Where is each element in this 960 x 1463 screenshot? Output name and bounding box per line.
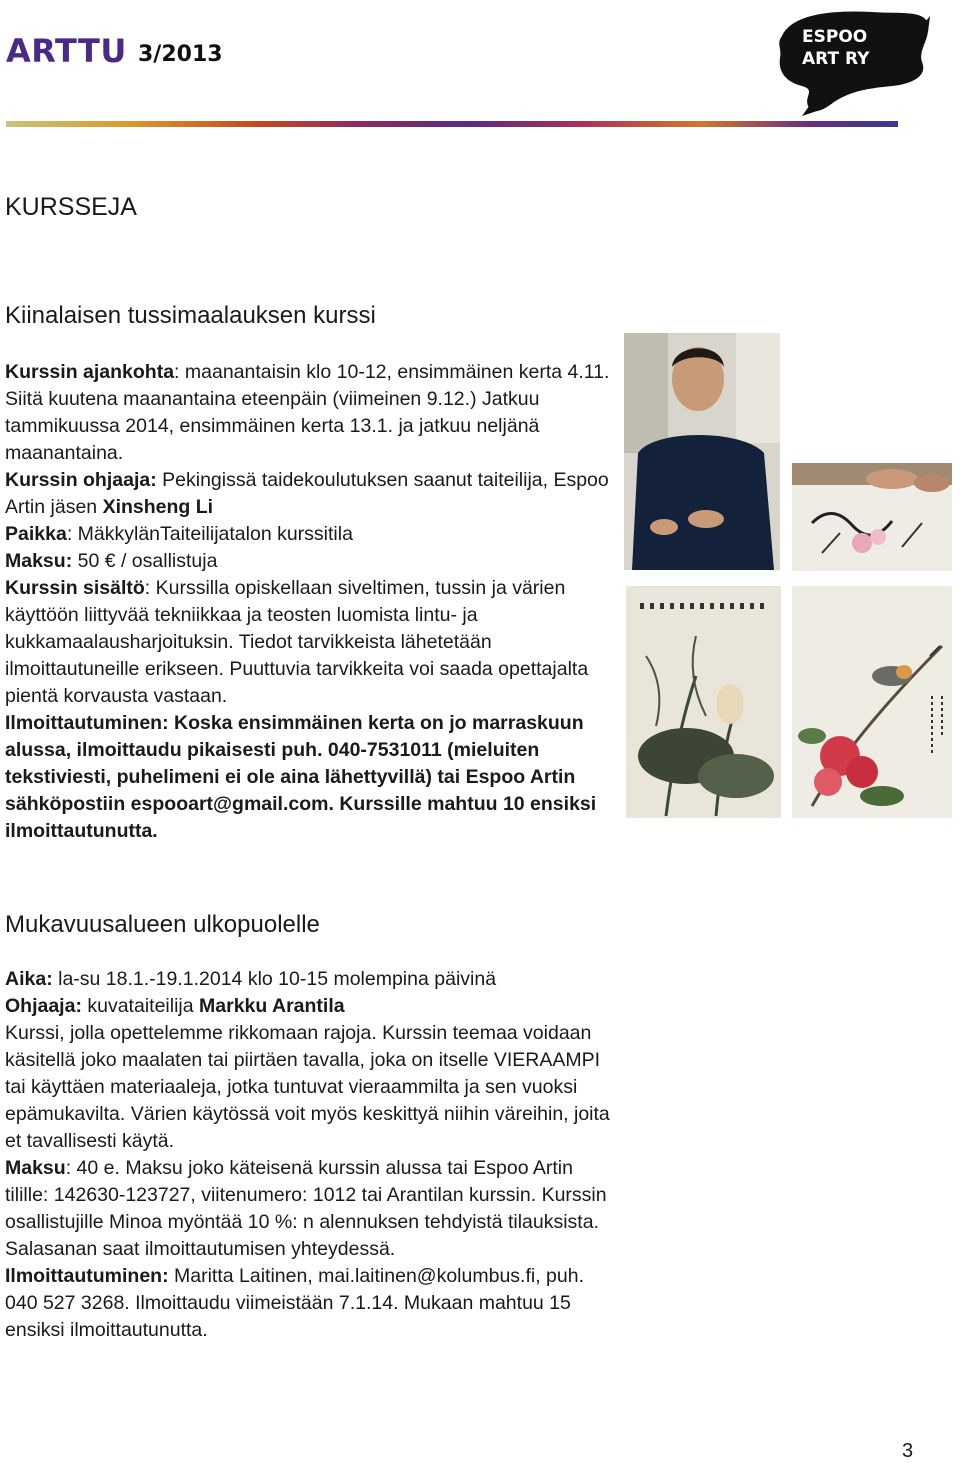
course-place bbox=[5, 521, 611, 548]
course-details bbox=[5, 966, 611, 1344]
bird-painting bbox=[792, 586, 952, 818]
course-title: Kiinalaisen tussimaalauksen kurssi bbox=[5, 302, 376, 329]
issue-number: 3/2013 bbox=[138, 42, 223, 67]
course-details bbox=[5, 359, 611, 845]
course-title: Mukavuusalueen ulkopuolelle bbox=[5, 911, 320, 938]
course-time bbox=[5, 966, 611, 993]
course-time bbox=[5, 359, 611, 467]
course-fee bbox=[5, 1155, 611, 1263]
logo-line-espoo: ESPOO bbox=[802, 27, 868, 47]
course-content bbox=[5, 575, 611, 710]
course-description: Kurssi, jolla opettelemme rikkomaan rajoja. Kurssin teemaa voidaan käsitellä joko maalaten tai piirtäen tavalla, joka on itselle VIERAAMPI tai käyttäen materiaaleja, jotka tuntuvat vieraammilta ja sen vuoksi epämukavilta. Värien käytössä voit myös keskittyä niihin väreihin, joita et tavallisesti käytä. bbox=[5, 1022, 610, 1152]
instructor-photo bbox=[624, 333, 780, 570]
course-registration bbox=[5, 1263, 611, 1344]
course-registration: Ilmoittautuminen: Koska ensimmäinen kerta on jo marraskuun alussa, ilmoittaudu pikaisesti puh. 040-7531011 (mieluiten tekstiviesti, puhelimeni ei ole aina lähettyvillä) tai Espoo Artin sähköpostiin espooart@gmail.com. Kurssille mahtuu 10 ensiksi ilmoittautunutta. bbox=[5, 712, 597, 842]
instructor-name: Markku Arantila bbox=[199, 995, 345, 1017]
lotus-painting bbox=[626, 586, 781, 818]
section-heading: KURSSEJA bbox=[5, 193, 137, 221]
registration-text: Maritta Laitinen, mai.laitinen@kolumbus.fi, puh. 040 527 3268. Ilmoittaudu viimeistään 7.1.14. Mukaan mahtuu 15 ensiksi ilmoittautunutta. bbox=[5, 1265, 584, 1341]
page-number: 3 bbox=[902, 1440, 914, 1462]
time-text: la-su 18.1.-19.1.2014 klo 10-15 molempina päivinä bbox=[52, 968, 497, 990]
painting-demo-photo bbox=[792, 463, 952, 571]
course-instructor bbox=[5, 467, 611, 521]
place-text: : MäkkylänTaiteilijatalon kurssitila bbox=[66, 523, 353, 545]
instructor-text: kuvataiteilija bbox=[81, 995, 200, 1017]
fee-text: 50 € / osallistuja bbox=[72, 550, 218, 572]
fee-label: Maksu: bbox=[5, 550, 73, 572]
instructor-label: Ohjaaja: bbox=[5, 995, 82, 1017]
registration-label: Ilmoittautuminen: bbox=[5, 1265, 169, 1287]
espoo-art-logo bbox=[772, 6, 932, 118]
instructor-text: Pekingissä taidekoulutuksen saanut taiteilija, Espoo Artin jäsen bbox=[5, 469, 609, 518]
magazine-title: ARTTU bbox=[6, 32, 127, 70]
time-label: Kurssin ajankohta bbox=[5, 361, 175, 383]
fee-text: : 40 e. Maksu joko käteisenä kurssin alussa tai Espoo Artin tilille: 142630-123727, viitenumero: 1012 tai Arantilan kurssin. Kurssin osallistujille Minoa myöntää 10 %: n alennuksen tehdyistä tilauksista. Salasanan saat ilmoittautumisen yhteydessä. bbox=[5, 1157, 607, 1260]
place-label: Paikka bbox=[5, 523, 67, 545]
header-divider bbox=[6, 121, 898, 127]
time-label: Aika: bbox=[5, 968, 53, 990]
content-text: : Kurssilla opiskellaan siveltimen, tussin ja värien käyttöön liittyvää tekniikkaa ja teosten luomista lintu- ja kukkamaalausharjoituksin. Tiedot tarvikkeista lähetetään ilmoittautuneille erikseen. Puuttuvia tarvikkeita voi saada opettajalta pientä korvausta vastaan. bbox=[5, 577, 589, 707]
course-instructor bbox=[5, 993, 611, 1020]
logo-line-art-ry: ART RY bbox=[802, 49, 870, 69]
time-text: : maanantaisin klo 10-12, ensimmäinen kerta 4.11. Siitä kuutena maanantaina eteenpäin (viimeinen 9.12.) Jatkuu tammikuussa 2014, ensimmäinen kerta 13.1. ja jatkuu neljänä maanantaina. bbox=[5, 361, 610, 464]
fee-label: Maksu bbox=[5, 1157, 66, 1179]
instructor-name: Xinsheng Li bbox=[102, 496, 214, 518]
instructor-label: Kurssin ohjaaja: bbox=[5, 469, 157, 491]
content-label: Kurssin sisältö bbox=[5, 577, 145, 599]
course-fee bbox=[5, 548, 611, 575]
